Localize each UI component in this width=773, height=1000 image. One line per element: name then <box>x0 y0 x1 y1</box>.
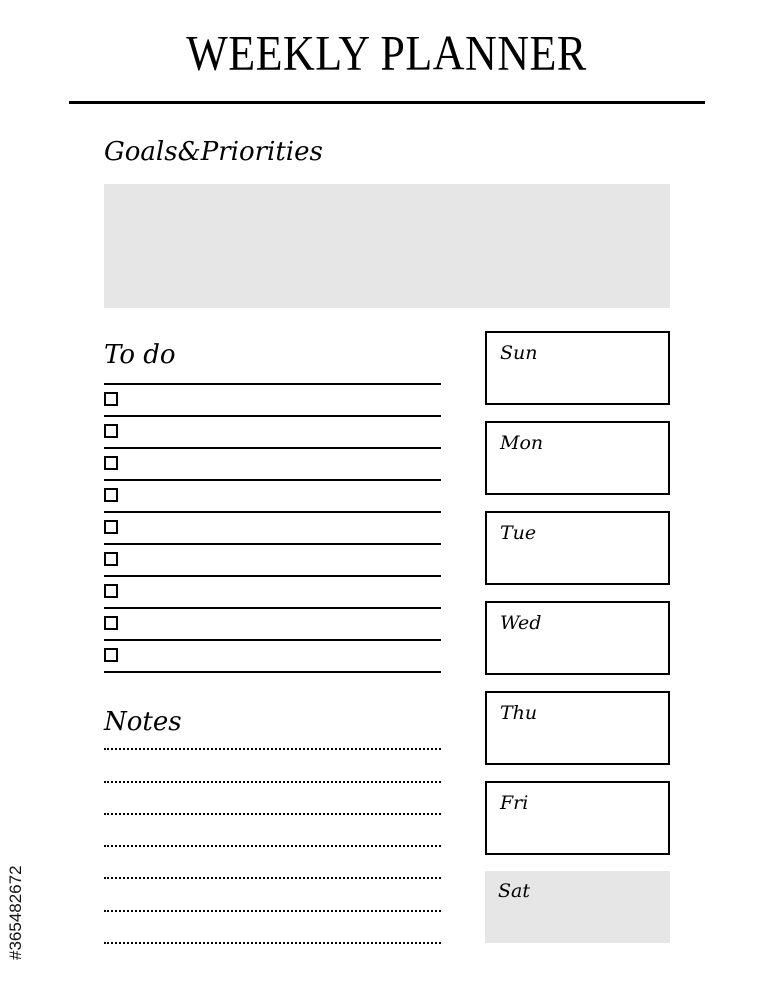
todo-row[interactable] <box>104 609 441 641</box>
todo-row[interactable] <box>104 545 441 577</box>
day-box-mon[interactable] <box>485 421 670 495</box>
goals-heading: Goals&Priorities <box>104 137 323 167</box>
note-line[interactable] <box>104 912 441 944</box>
todo-row[interactable] <box>104 513 441 545</box>
day-label: Sat <box>498 880 530 902</box>
day-box-sun[interactable] <box>485 331 670 405</box>
todo-row[interactable] <box>104 417 441 449</box>
day-label: Tue <box>500 522 537 544</box>
day-label: Mon <box>500 432 544 454</box>
todo-row[interactable] <box>104 641 441 673</box>
todo-row[interactable] <box>104 481 441 513</box>
notes-list <box>104 718 441 944</box>
day-box-wed[interactable] <box>485 601 670 675</box>
todo-heading: To do <box>104 340 176 370</box>
note-line[interactable] <box>104 783 441 815</box>
day-box-fri[interactable] <box>485 781 670 855</box>
todo-row[interactable] <box>104 577 441 609</box>
checkbox[interactable] <box>104 488 118 502</box>
note-line[interactable] <box>104 718 441 750</box>
checkbox[interactable] <box>104 520 118 534</box>
checkbox[interactable] <box>104 392 118 406</box>
note-line[interactable] <box>104 750 441 782</box>
todo-list <box>104 383 441 673</box>
checkbox[interactable] <box>104 456 118 470</box>
day-label: Thu <box>500 702 538 724</box>
checkbox[interactable] <box>104 424 118 438</box>
goals-priorities-box[interactable] <box>104 184 670 308</box>
day-box-sat[interactable] <box>485 871 670 943</box>
day-label: Wed <box>500 612 542 634</box>
day-box-tue[interactable] <box>485 511 670 585</box>
notes-heading: Notes <box>104 707 182 737</box>
note-line[interactable] <box>104 847 441 879</box>
checkbox[interactable] <box>104 648 118 662</box>
day-label: Sun <box>500 342 538 364</box>
title-divider <box>69 101 705 104</box>
note-line[interactable] <box>104 879 441 911</box>
day-box-thu[interactable] <box>485 691 670 765</box>
todo-row[interactable] <box>104 385 441 417</box>
weekday-column <box>485 331 670 959</box>
page-title: WEEKLY PLANNER <box>186 26 587 81</box>
checkbox[interactable] <box>104 552 118 566</box>
day-label: Fri <box>500 792 529 814</box>
checkbox[interactable] <box>104 584 118 598</box>
checkbox[interactable] <box>104 616 118 630</box>
note-line[interactable] <box>104 815 441 847</box>
stock-id-watermark: #365482672 <box>6 865 25 960</box>
todo-row[interactable] <box>104 449 441 481</box>
